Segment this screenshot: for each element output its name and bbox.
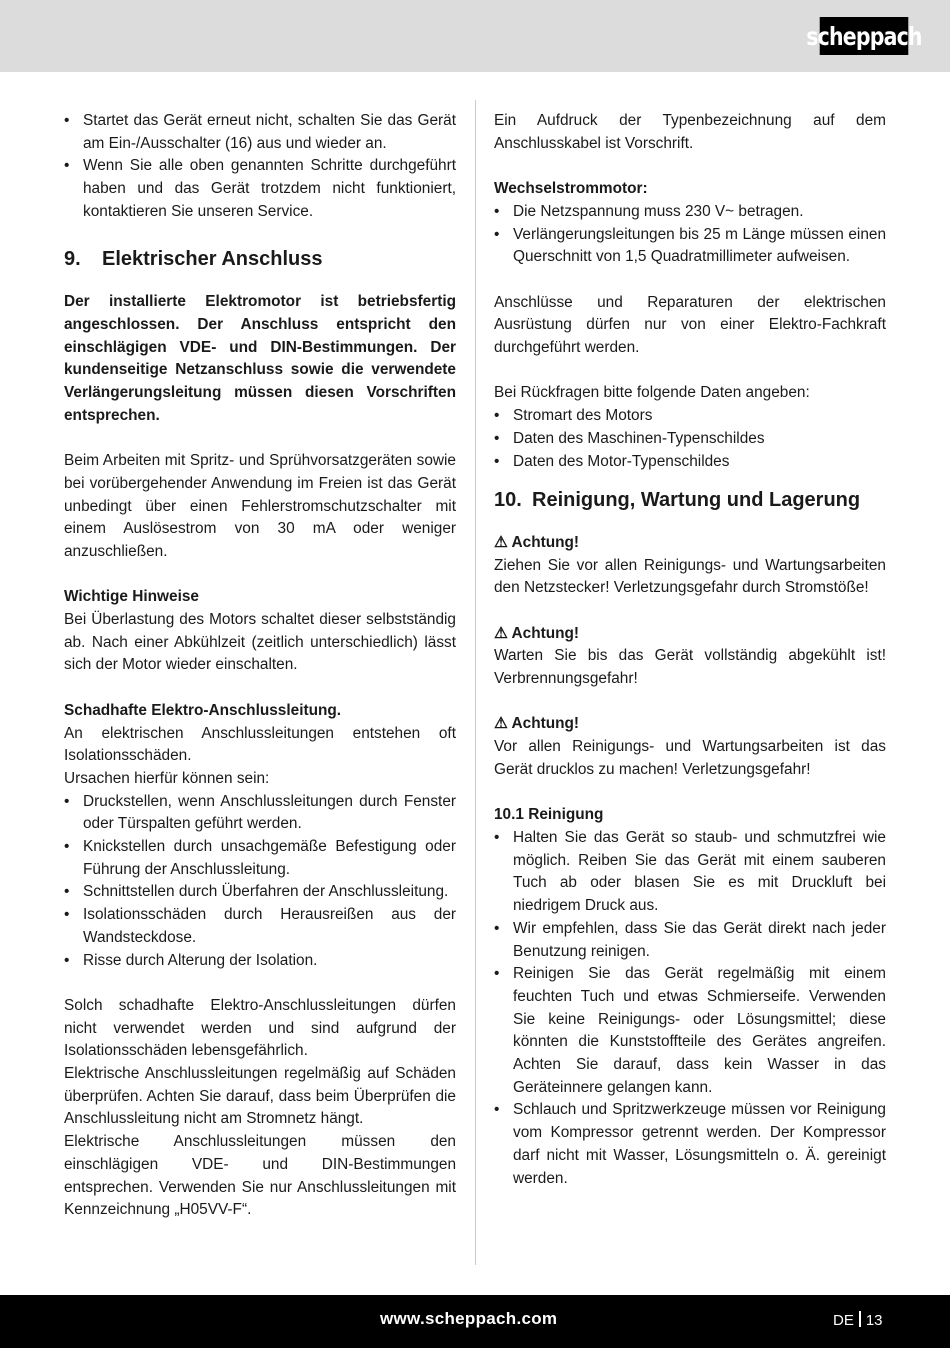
warning-block [494,532,886,600]
list-item: • Die Netzspannung muss 230 V~ betragen. [494,201,886,224]
list-item: • Schnittstellen durch Überfahren der Anschlussleitung. [64,881,456,904]
queries-text: Bei Rückfragen bitte folgende Daten angeben: [494,384,810,402]
damaged-title: Schadhafte Elektro-Anschlussleitung. [64,701,342,719]
list-item: • Halten Sie das Gerät so staub- und schmutzfrei wie möglich. Reiben Sie das Gerät mit einem sauberen Tuch ab oder blasen Sie es mit Druckluft bei niedrigem Druck aus. [494,827,886,918]
warning-block [494,623,886,691]
ac-title: Wechselstrommotor: [494,180,648,198]
cleaning-list [494,827,886,1190]
warning-icon: ⚠ [494,715,512,733]
list-item: • Daten des Motor-Typenschildes [494,451,886,474]
list-item: • Verlängerungsleitungen bis 25 m Länge müssen einen Querschnitt von 1,5 Quadratmillimeter aufweisen. [494,224,886,269]
list-item: • Stromart des Motors [494,405,886,428]
list-item: • Wir empfehlen, dass Sie das Gerät direkt nach jeder Benutzung reinigen. [494,918,886,963]
column-divider [475,100,476,1265]
list-item: • Reinigen Sie das Gerät regelmäßig mit einem feuchten Tuch und etwas Schmierseife. Verwenden Sie keine Reinigungs- oder Lösungsmittel; diese könnten die Kunststoffteile des Gerätes angreifen. Achten Sie darauf, dass kein Wasser in das Geräteinnere gelangen kann. [494,963,886,1099]
list-item: • Schlauch und Spritzwerkzeuge müssen vor Reinigung vom Kompressor getrennt werden. Der Kompressor darf nicht mit Wasser, Lösungsmitteln o. Ä. gereinigt werden. [494,1099,886,1190]
queries-block [494,382,886,473]
hints-title: Wichtige Hinweise [64,588,199,606]
list-item: • Startet das Gerät erneut nicht, schalten Sie das Gerät am Ein-/Ausschalter (16) aus und wieder an. [64,110,456,155]
list-item: • Risse durch Alterung der Isolation. [64,950,456,973]
scheppach-logo: scheppach [820,17,909,55]
page-footer [0,1295,950,1348]
list-item: • Isolationsschäden durch Herausreißen aus der Wandsteckdose. [64,904,456,949]
warning-block [494,713,886,781]
section-heading-10 [494,487,886,513]
warning-title: Achtung! [511,533,580,551]
repairs-paragraph: Anschlüsse und Reparaturen der elektrischen Ausrüstung dürfen nur von einer Elektro-Fachkraft durchgeführt werden. [494,293,886,356]
page-indicator [833,1311,883,1329]
language-code: DE [833,1312,854,1329]
website-link[interactable]: www.scheppach.com [380,1309,558,1328]
final-paragraph-2: Elektrische Anschlussleitungen regelmäßig auf Schäden überprüfen. Achten Sie darauf, dass beim Überprüfen die Anschlussleitung nicht am Stromnetz hängt. [64,1065,456,1128]
damaged-causes-list [64,791,456,973]
ac-motor-block [494,178,886,269]
page-number: 13 [865,1312,883,1329]
list-item: • Wenn Sie alle oben genannten Schritte durchgeführt haben und das Gerät trotzdem nicht funktioniert, kontaktieren Sie unseren Service. [64,155,456,223]
heading-number: 10. [494,488,522,511]
ac-list [494,201,886,269]
separator [859,1311,861,1327]
troubleshooting-list [64,110,456,224]
section-heading-9 [64,246,456,272]
damaged-causes: Ursachen hierfür können sein: [64,769,270,787]
warning-icon: ⚠ [494,624,512,642]
spray-paragraph: Beim Arbeiten mit Spritz- und Sprühvorsatzgeräten sowie bei vorübergehender Anwendung im Freien ist das Gerät unbedingt über einen Fehlerstromschutzschalter mit einem Auslösestrom von 30 mA oder weniger anzuschließen. [64,452,456,560]
warning-text: Vor allen Reinigungs- und Wartungsarbeiten ist das Gerät drucklos zu machen! Verletzungsgefahr! [494,738,886,778]
warning-text: Ziehen Sie vor allen Reinigungs- und Wartungsarbeiten den Netzstecker! Verletzungsgefahr durch Stromstöße! [494,556,886,597]
warning-title: Achtung! [511,715,580,733]
final-paragraph: Solch schadhafte Elektro-Anschlussleitungen dürfen nicht verwendet werden und sind aufgrund der Isolationsschäden lebensgefährlich. [64,996,456,1060]
warning-title: Achtung! [511,624,580,642]
list-item: • Druckstellen, wenn Anschlussleitungen durch Fenster oder Türspalten geführt werden. [64,791,456,836]
heading-text: Elektrischer Anschluss [102,248,323,271]
cleaning-block [494,804,886,1190]
cleaning-title: 10.1 Reinigung [494,806,604,824]
left-column [64,110,456,1222]
damaged-cable-block [64,700,456,972]
list-item: • Knickstellen durch unsachgemäße Befestigung oder Führung der Anschlussleitung. [64,836,456,881]
hints-block [64,586,456,677]
hints-text: Bei Überlastung des Motors schaltet dieser selbstständig ab. Nach einer Abkühlzeit (zeitlich unterschiedlich) lässt sich der Motor wieder einschalten. [64,611,456,674]
heading-number: 9. [64,248,81,271]
list-item: • Daten des Maschinen-Typenschildes [494,428,886,451]
warning-text: Warten Sie bis das Gerät vollständig abgekühlt ist! Verbrennungsgefahr! [494,647,886,688]
intro-paragraph: Der installierte Elektromotor ist betriebsfertig angeschlossen. Der Anschluss entspricht den einschlägigen VDE- und DIN-Bestimmungen. Der kundenseitige Netzanschluss sowie die verwendete Verlängerungsleitung müssen diesen Vorschriften entsprechen. [64,293,456,424]
final-paragraph-3: Elektrische Anschlussleitungen müssen den einschlägigen VDE- und DIN-Bestimmungen entsprechen. Verwenden Sie nur Anschlussleitungen mit Kennzeichnung „H05VV-F“. [64,1133,456,1219]
print-paragraph: Ein Aufdruck der Typenbezeichnung auf dem Anschlusskabel ist Vorschrift. [494,112,886,152]
warning-icon: ⚠ [494,533,512,551]
damaged-text: An elektrischen Anschlussleitungen entstehen oft Isolationsschäden. [64,724,456,765]
page-header [0,0,950,72]
right-column [494,110,886,1190]
queries-list [494,405,886,473]
heading-text: Reinigung, Wartung und Lagerung [532,488,861,511]
